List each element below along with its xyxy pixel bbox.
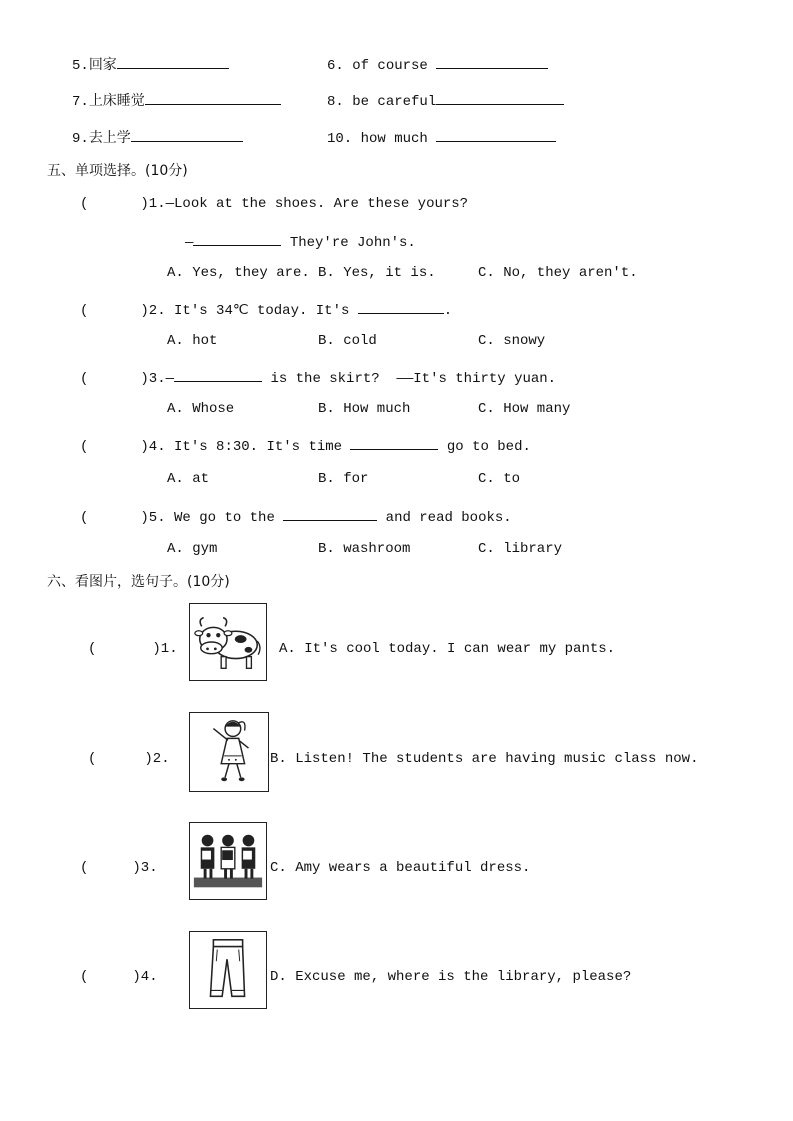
option-b[interactable]: B. How much: [318, 401, 411, 417]
answer-paren-open[interactable]: (: [80, 439, 89, 455]
vocab-text: of course: [352, 58, 428, 74]
girl-in-dress-icon: [189, 712, 269, 792]
answer-paren-open[interactable]: (: [80, 510, 89, 526]
stem-end: go to bed.: [446, 439, 531, 455]
pants-icon: [189, 931, 267, 1009]
answer-blank[interactable]: [350, 435, 438, 450]
item-number: )4.: [132, 969, 158, 985]
vocab-number: 10.: [327, 131, 353, 147]
answer-paren-open[interactable]: (: [80, 303, 89, 319]
sentence-c: C. Amy wears a beautiful dress.: [270, 860, 531, 876]
match-item-3: [80, 859, 158, 877]
vocab-text: how much: [360, 131, 428, 147]
question-number: )4.: [140, 439, 166, 455]
option-b[interactable]: B. washroom: [318, 541, 411, 557]
vocab-item-7: [72, 90, 281, 111]
vocab-number: 5.: [72, 58, 89, 74]
students-reading-icon: [189, 822, 267, 900]
answer-blank[interactable]: [436, 90, 564, 105]
reply-text: They're John's.: [289, 235, 416, 251]
match-item-1: [88, 640, 178, 658]
option-a[interactable]: A. at: [167, 471, 210, 487]
question-number: )2.: [140, 303, 166, 319]
pants-drawing: [190, 932, 266, 1008]
option-c[interactable]: C. library: [478, 541, 563, 557]
question-5: [80, 506, 512, 527]
girl-drawing: [190, 713, 268, 791]
vocab-number: 7.: [72, 94, 89, 110]
vocab-text: be careful: [352, 94, 437, 110]
question-number: )5.: [140, 510, 166, 526]
vocab-number: 9.: [72, 131, 89, 147]
option-c[interactable]: C. How many: [478, 401, 571, 417]
option-c[interactable]: C. No, they aren't.: [478, 265, 638, 281]
students-drawing: [190, 823, 266, 899]
option-c[interactable]: C. to: [478, 471, 521, 487]
match-item-2: [88, 750, 170, 768]
question-1-reply: [185, 231, 416, 252]
match-item-4: [80, 968, 158, 986]
sentence-d: D. Excuse me, where is the library, please?: [270, 969, 632, 985]
option-b[interactable]: B. cold: [318, 333, 377, 349]
answer-blank[interactable]: [358, 299, 444, 314]
vocab-item-5: [72, 54, 229, 75]
question-stem: is the skirt? ——It's thirty yuan.: [270, 371, 557, 387]
item-number: )2.: [144, 751, 170, 767]
question-stem: —Look at the shoes. Are these yours?: [165, 196, 469, 212]
vocab-item-10: [327, 127, 556, 148]
option-a[interactable]: A. Yes, they are.: [167, 265, 310, 281]
stem-end: .: [443, 303, 453, 319]
answer-paren-open[interactable]: (: [88, 641, 97, 657]
answer-paren-open[interactable]: (: [80, 860, 89, 876]
answer-paren-open[interactable]: (: [88, 751, 97, 767]
answer-blank[interactable]: [131, 127, 243, 142]
question-1: [80, 195, 468, 213]
option-a[interactable]: A. hot: [167, 333, 218, 349]
answer-blank[interactable]: [117, 54, 229, 69]
question-number: )3.: [140, 371, 166, 387]
dash: —: [185, 235, 194, 251]
answer-blank[interactable]: [436, 54, 548, 69]
vocab-text: 去上学: [88, 130, 131, 146]
dash: —: [165, 371, 175, 387]
question-2: [80, 299, 452, 320]
item-number: )3.: [132, 860, 158, 876]
vocab-text: 回家: [88, 57, 117, 73]
vocab-text: 上床睡觉: [88, 93, 145, 109]
answer-blank[interactable]: [436, 127, 556, 142]
option-a[interactable]: A. gym: [167, 541, 218, 557]
answer-paren-open[interactable]: (: [80, 196, 89, 212]
vocab-item-8: [327, 90, 564, 111]
question-stem: It's 8:30. It's time: [174, 439, 343, 455]
vocab-item-9: [72, 127, 243, 148]
question-stem: We go to the: [174, 510, 275, 526]
answer-blank[interactable]: [283, 506, 377, 521]
answer-blank[interactable]: [174, 367, 262, 382]
stem-end: and read books.: [385, 510, 512, 526]
vocab-item-6: [327, 54, 548, 75]
question-stem: It's 34℃ today. It's: [174, 303, 350, 319]
question-number: )1.: [140, 196, 166, 212]
vocab-number: 6.: [327, 58, 344, 74]
cow-drawing: [190, 604, 266, 680]
answer-blank[interactable]: [145, 90, 281, 105]
section-6-title: 六、看图片，选句子。(10分): [47, 574, 230, 590]
answer-paren-open[interactable]: (: [80, 371, 89, 387]
answer-blank[interactable]: [193, 231, 281, 246]
vocab-number: 8.: [327, 94, 344, 110]
option-b[interactable]: B. Yes, it is.: [318, 265, 436, 281]
question-4: [80, 435, 531, 456]
question-3: [80, 367, 556, 388]
option-a[interactable]: A. Whose: [167, 401, 235, 417]
sentence-a: A. It's cool today. I can wear my pants.: [279, 641, 616, 657]
sentence-b: B. Listen! The students are having music class now.: [270, 751, 699, 767]
option-c[interactable]: C. snowy: [478, 333, 546, 349]
option-b[interactable]: B. for: [318, 471, 369, 487]
item-number: )1.: [152, 641, 178, 657]
section-5-title: 五、单项选择。(10分): [47, 163, 188, 179]
cow-icon: [189, 603, 267, 681]
answer-paren-open[interactable]: (: [80, 969, 89, 985]
